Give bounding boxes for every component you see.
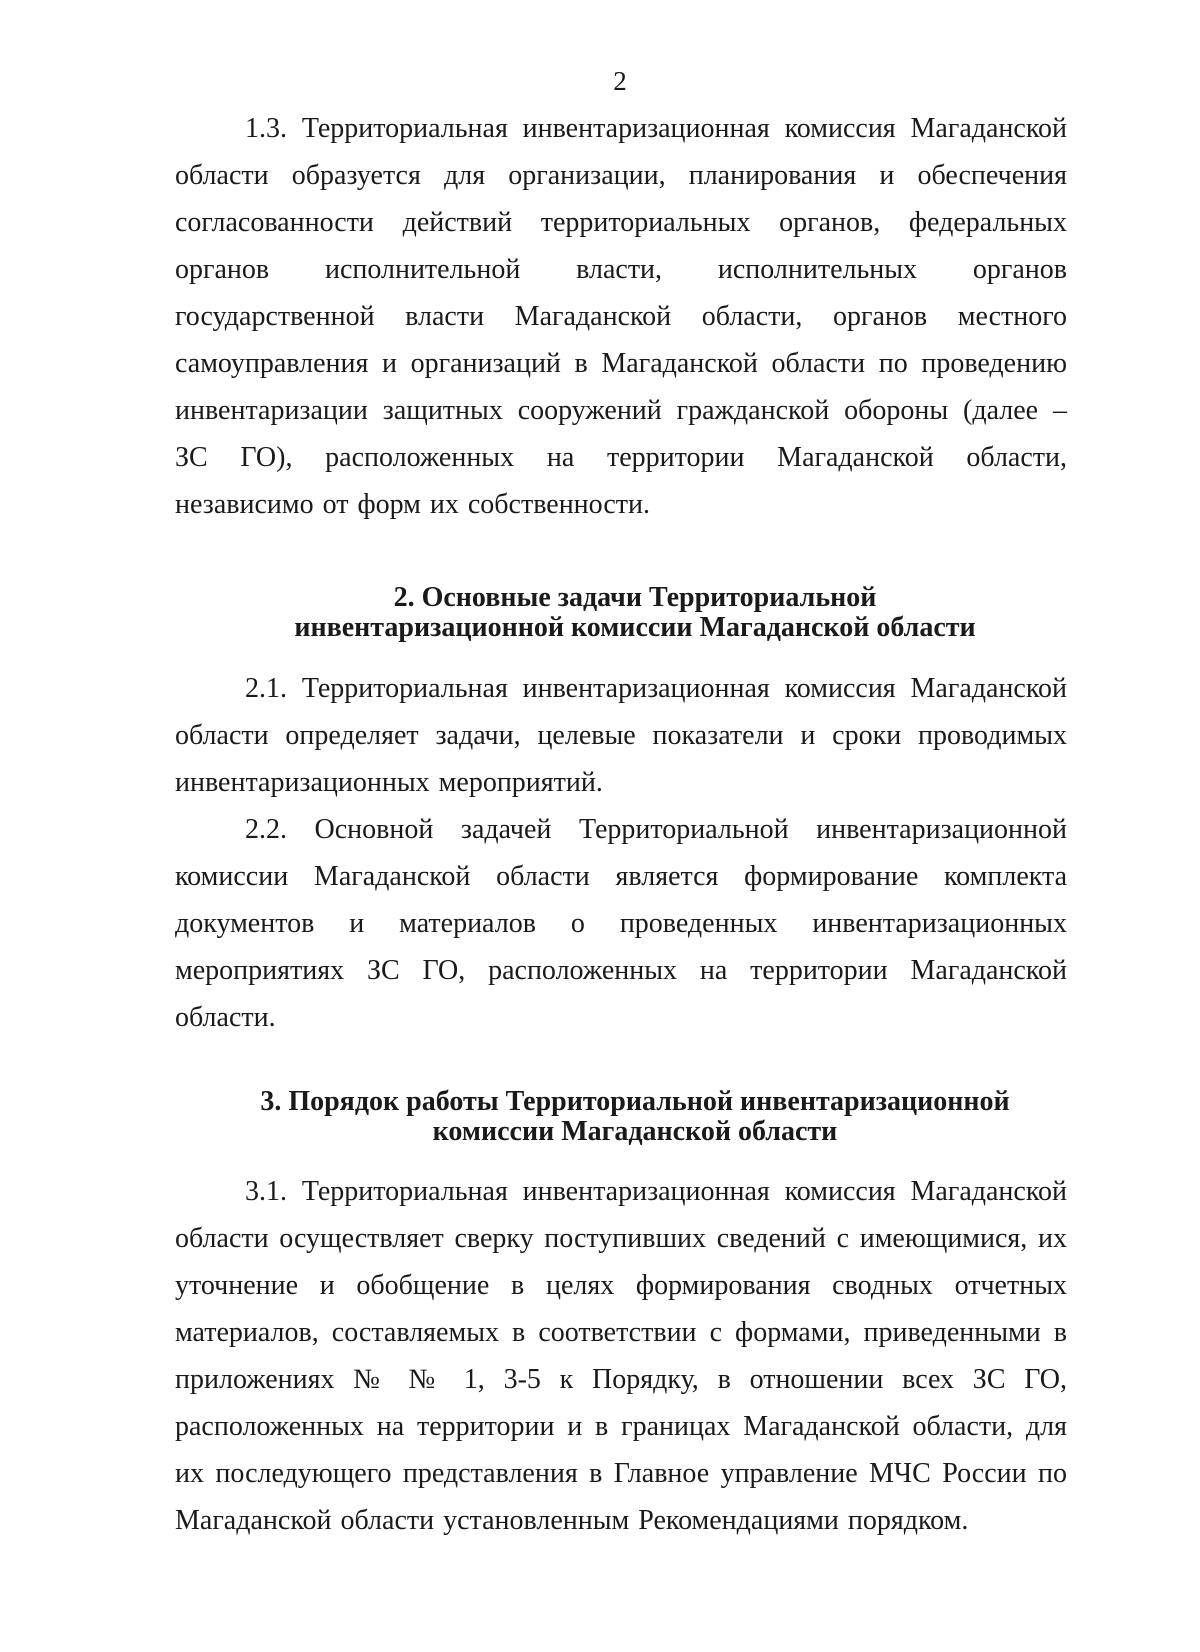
section-3-heading-line-2: комиссии Магаданской области xyxy=(432,1116,838,1147)
paragraph-3-1: 3.1. Территориальная инвентаризационная комиссия Магаданской области осуществляет сверку поступивших сведений с имеющимися, их уточнение и обобщение в целях формирования сводных отчетных материалов, составляемых в соответствии с формами, приведенными в приложениях № № 1, 3-5 к Порядку, в отношении всех ЗС ГО, расположенных на территории и в границах Магаданской области, для их последующего представления в Главное управление МЧС России по Магаданской области установленным Рекомендациями порядком. xyxy=(175,1176,1067,1536)
paragraph-2-2: 2.2. Основной задачей Территориальной инвентаризационной комиссии Магаданской области является формирование комплекта документов и материалов о проведенных инвентаризационных мероприятиях ЗС ГО, расположенных на территории Магаданской области. xyxy=(175,814,1067,1033)
page-number: 2 xyxy=(613,66,627,96)
section-3-heading xyxy=(175,1087,1095,1147)
section-1-body xyxy=(175,105,1067,528)
paragraph-1-3: 1.3. Территориальная инвентаризационная комиссия Магаданской области образуется для организации, планирования и обеспечения согласованности действий территориальных органов, федеральных органов исполнительной власти, исполнительных органов государственной власти Магаданской области, органов местного самоуправления и организаций в Магаданской области по проведению инвентаризации защитных сооружений гражданской обороны (далее – ЗС ГО), расположенных на территории Магаданской области, независимо от форм их собственности. xyxy=(175,113,1067,520)
section-2-heading-line-2: инвентаризационной комиссии Магаданской области xyxy=(294,612,976,643)
section-3-body xyxy=(175,1168,1067,1544)
section-2-body xyxy=(175,665,1067,1041)
section-2-heading xyxy=(175,583,1095,643)
section-3-heading-line-1: 3. Порядок работы Территориальной инвентаризационной xyxy=(260,1086,1010,1117)
paragraph-2-1: 2.1. Территориальная инвентаризационная комиссия Магаданской области определяет задачи, целевые показатели и сроки проводимых инвентаризационных мероприятий. xyxy=(175,673,1067,798)
section-2-heading-line-1: 2. Основные задачи Территориальной xyxy=(393,582,877,613)
